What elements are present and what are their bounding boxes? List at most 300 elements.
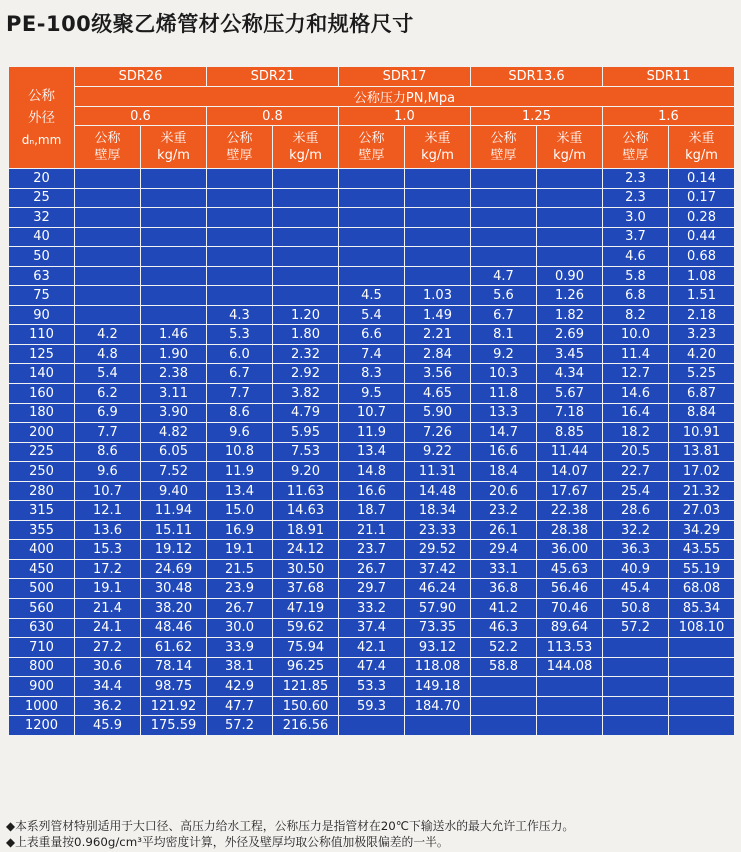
- weight-cell: 9.22: [405, 442, 471, 462]
- wall-thickness-cell: 19.1: [75, 579, 141, 599]
- weight-header-line2: kg/m: [289, 148, 322, 163]
- wall-thickness-cell: 26.7: [339, 559, 405, 579]
- weight-cell: 0.90: [537, 266, 603, 286]
- weight-cell: 56.46: [537, 579, 603, 599]
- wall-thickness-cell: 45.4: [603, 579, 669, 599]
- weight-cell: 3.45: [537, 344, 603, 364]
- wall-thickness-cell: 6.6: [339, 325, 405, 345]
- table-body: [9, 169, 735, 736]
- weight-cell: 24.12: [273, 540, 339, 560]
- weight-cell: 27.03: [669, 501, 735, 521]
- weight-cell: 37.68: [273, 579, 339, 599]
- wall-thickness-cell: 23.7: [339, 540, 405, 560]
- outer-diameter-cell: 1200: [9, 716, 75, 736]
- wall-thickness-cell: 8.6: [75, 442, 141, 462]
- wall-header-line1: 公称: [490, 131, 517, 146]
- weight-header-line1: 米重: [160, 131, 187, 146]
- weight-cell: 1.51: [669, 286, 735, 306]
- wall-thickness-cell: 22.7: [603, 462, 669, 482]
- wall-thickness-cell: [603, 696, 669, 716]
- weight-cell: [405, 208, 471, 228]
- table-row: [9, 579, 735, 599]
- outer-diameter-header-line2: 外径: [28, 109, 55, 126]
- wall-thickness-cell: [75, 208, 141, 228]
- weight-header-line1: 米重: [688, 131, 715, 146]
- wall-thickness-cell: [471, 716, 537, 736]
- wall-thickness-cell: 4.6: [603, 247, 669, 267]
- wall-thickness-cell: [207, 208, 273, 228]
- wall-thickness-cell: 16.6: [471, 442, 537, 462]
- table-row: [9, 364, 735, 384]
- weight-cell: 3.90: [141, 403, 207, 423]
- wall-header-line1: 公称: [94, 131, 121, 146]
- page-title: PE-100级聚乙烯管材公称压力和规格尺寸: [6, 12, 414, 36]
- wall-thickness-cell: 5.4: [75, 364, 141, 384]
- wall-thickness-cell: 4.3: [207, 305, 273, 325]
- weight-cell: [141, 247, 207, 267]
- weight-cell: 7.26: [405, 423, 471, 443]
- weight-cell: 18.91: [273, 520, 339, 540]
- wall-thickness-cell: 3.7: [603, 227, 669, 247]
- wall-thickness-cell: 38.1: [207, 657, 273, 677]
- wall-thickness-header: [471, 126, 537, 169]
- outer-diameter-cell: 40: [9, 227, 75, 247]
- footnote-2: ◆上表重量按0.960g/cm³平均密度计算，外径及壁厚均取公称值加极限偏差的一半。: [6, 835, 449, 849]
- table-row: [9, 247, 735, 267]
- weight-cell: 0.17: [669, 188, 735, 208]
- table-row: [9, 540, 735, 560]
- weight-cell: 47.19: [273, 599, 339, 619]
- wall-thickness-cell: [75, 169, 141, 189]
- weight-cell: 38.20: [141, 599, 207, 619]
- wall-thickness-cell: [603, 677, 669, 697]
- weight-cell: [141, 266, 207, 286]
- weight-cell: 2.21: [405, 325, 471, 345]
- wall-thickness-cell: 10.7: [339, 403, 405, 423]
- weight-cell: 5.90: [405, 403, 471, 423]
- sdr13-6-header: SDR13.6: [471, 67, 603, 87]
- weight-cell: 8.85: [537, 423, 603, 443]
- wall-thickness-cell: 7.7: [207, 384, 273, 404]
- outer-diameter-cell: 630: [9, 618, 75, 638]
- wall-thickness-cell: [471, 677, 537, 697]
- wall-thickness-cell: [471, 227, 537, 247]
- weight-cell: 36.00: [537, 540, 603, 560]
- wall-thickness-cell: 26.7: [207, 599, 273, 619]
- weight-cell: 57.90: [405, 599, 471, 619]
- weight-cell: 1.26: [537, 286, 603, 306]
- weight-cell: 3.82: [273, 384, 339, 404]
- wall-thickness-cell: 5.4: [339, 305, 405, 325]
- wall-thickness-cell: 13.6: [75, 520, 141, 540]
- weight-cell: 2.92: [273, 364, 339, 384]
- wall-thickness-cell: 33.1: [471, 559, 537, 579]
- wall-thickness-cell: [339, 266, 405, 286]
- wall-thickness-cell: 18.2: [603, 423, 669, 443]
- wall-header-line2: 壁厚: [622, 148, 649, 163]
- weight-cell: [141, 227, 207, 247]
- table-row: [9, 266, 735, 286]
- wall-thickness-cell: 26.1: [471, 520, 537, 540]
- weight-cell: 2.38: [141, 364, 207, 384]
- wall-thickness-cell: [471, 188, 537, 208]
- weight-cell: 96.25: [273, 657, 339, 677]
- wall-thickness-cell: 46.3: [471, 618, 537, 638]
- outer-diameter-cell: 225: [9, 442, 75, 462]
- outer-diameter-cell: 20: [9, 169, 75, 189]
- outer-diameter-cell: 160: [9, 384, 75, 404]
- weight-cell: [669, 657, 735, 677]
- weight-cell: 216.56: [273, 716, 339, 736]
- wall-header-line1: 公称: [622, 131, 649, 146]
- outer-diameter-cell: 315: [9, 501, 75, 521]
- weight-per-meter-header: [273, 126, 339, 169]
- weight-cell: 2.18: [669, 305, 735, 325]
- wall-thickness-cell: 8.6: [207, 403, 273, 423]
- weight-header-line2: kg/m: [685, 148, 718, 163]
- weight-cell: 1.82: [537, 305, 603, 325]
- wall-header-line1: 公称: [226, 131, 253, 146]
- weight-cell: 11.63: [273, 481, 339, 501]
- weight-cell: [537, 208, 603, 228]
- weight-cell: [537, 716, 603, 736]
- wall-thickness-cell: [339, 188, 405, 208]
- wall-thickness-cell: [207, 227, 273, 247]
- wall-thickness-cell: 21.1: [339, 520, 405, 540]
- wall-thickness-cell: 37.4: [339, 618, 405, 638]
- spec-table-container: [8, 66, 726, 806]
- weight-cell: 6.87: [669, 384, 735, 404]
- wall-thickness-cell: [75, 266, 141, 286]
- wall-thickness-cell: 16.6: [339, 481, 405, 501]
- wall-thickness-header: [75, 126, 141, 169]
- wall-thickness-cell: 21.5: [207, 559, 273, 579]
- outer-diameter-cell: 800: [9, 657, 75, 677]
- wall-thickness-cell: [207, 169, 273, 189]
- weight-cell: [273, 227, 339, 247]
- weight-cell: 78.14: [141, 657, 207, 677]
- weight-cell: 43.55: [669, 540, 735, 560]
- wall-thickness-cell: 29.4: [471, 540, 537, 560]
- wall-thickness-cell: 36.8: [471, 579, 537, 599]
- weight-cell: [273, 169, 339, 189]
- wall-thickness-cell: 33.2: [339, 599, 405, 619]
- wall-thickness-cell: 6.9: [75, 403, 141, 423]
- wall-thickness-cell: 25.4: [603, 481, 669, 501]
- weight-cell: [537, 188, 603, 208]
- wall-thickness-cell: 10.3: [471, 364, 537, 384]
- wall-thickness-cell: 47.4: [339, 657, 405, 677]
- table-row: [9, 423, 735, 443]
- weight-cell: 85.34: [669, 599, 735, 619]
- weight-cell: [141, 188, 207, 208]
- outer-diameter-cell: 75: [9, 286, 75, 306]
- table-row: [9, 462, 735, 482]
- wall-thickness-cell: 7.4: [339, 344, 405, 364]
- weight-cell: 121.92: [141, 696, 207, 716]
- wall-thickness-cell: 36.2: [75, 696, 141, 716]
- wall-thickness-cell: [603, 657, 669, 677]
- wall-thickness-cell: [339, 208, 405, 228]
- table-row: [9, 344, 735, 364]
- weight-cell: 5.25: [669, 364, 735, 384]
- footnote-1: ◆本系列管材特别适用于大口径、高压力给水工程，公称压力是指管材在20℃下输送水的最大允许工作压力。: [6, 819, 575, 833]
- weight-cell: 150.60: [273, 696, 339, 716]
- wall-thickness-cell: 30.6: [75, 657, 141, 677]
- wall-thickness-cell: 4.7: [471, 266, 537, 286]
- wall-thickness-cell: 13.4: [207, 481, 273, 501]
- wall-thickness-cell: [339, 169, 405, 189]
- outer-diameter-header-line1: 公称: [28, 87, 55, 104]
- wall-thickness-cell: 28.6: [603, 501, 669, 521]
- wall-thickness-cell: [339, 247, 405, 267]
- wall-thickness-cell: 47.7: [207, 696, 273, 716]
- table-row: [9, 716, 735, 736]
- sdr17-header: SDR17: [339, 67, 471, 87]
- weight-cell: 2.32: [273, 344, 339, 364]
- spec-table: [8, 66, 735, 736]
- weight-cell: [537, 227, 603, 247]
- weight-per-meter-header: [669, 126, 735, 169]
- weight-cell: [141, 169, 207, 189]
- wall-thickness-cell: 5.3: [207, 325, 273, 345]
- wall-thickness-header: [207, 126, 273, 169]
- weight-cell: 7.52: [141, 462, 207, 482]
- wall-thickness-cell: [339, 716, 405, 736]
- weight-header-line1: 米重: [556, 131, 583, 146]
- wall-thickness-cell: 45.9: [75, 716, 141, 736]
- outer-diameter-cell: 710: [9, 638, 75, 658]
- wall-thickness-cell: 18.7: [339, 501, 405, 521]
- outer-diameter-cell: 450: [9, 559, 75, 579]
- pressure-1-6: 1.6: [603, 107, 735, 126]
- weight-cell: 144.08: [537, 657, 603, 677]
- weight-cell: 6.05: [141, 442, 207, 462]
- wall-header-line2: 壁厚: [226, 148, 253, 163]
- wall-thickness-cell: 30.0: [207, 618, 273, 638]
- weight-cell: 21.32: [669, 481, 735, 501]
- weight-cell: 45.63: [537, 559, 603, 579]
- wall-thickness-cell: 15.0: [207, 501, 273, 521]
- wall-thickness-cell: 18.4: [471, 462, 537, 482]
- outer-diameter-cell: 32: [9, 208, 75, 228]
- outer-diameter-cell: 280: [9, 481, 75, 501]
- wall-thickness-cell: 59.3: [339, 696, 405, 716]
- outer-diameter-cell: 125: [9, 344, 75, 364]
- weight-cell: 7.18: [537, 403, 603, 423]
- wall-thickness-cell: 17.2: [75, 559, 141, 579]
- weight-cell: 121.85: [273, 677, 339, 697]
- weight-cell: [669, 696, 735, 716]
- weight-cell: 73.35: [405, 618, 471, 638]
- weight-cell: 5.95: [273, 423, 339, 443]
- outer-diameter-cell: 1000: [9, 696, 75, 716]
- weight-cell: 1.90: [141, 344, 207, 364]
- weight-cell: 13.81: [669, 442, 735, 462]
- outer-diameter-cell: 355: [9, 520, 75, 540]
- table-row: [9, 618, 735, 638]
- wall-thickness-cell: 24.1: [75, 618, 141, 638]
- wall-thickness-cell: [471, 247, 537, 267]
- pressure-0-6: 0.6: [75, 107, 207, 126]
- weight-cell: 22.38: [537, 501, 603, 521]
- wall-thickness-cell: 2.3: [603, 188, 669, 208]
- wall-thickness-cell: 23.9: [207, 579, 273, 599]
- wall-thickness-cell: 15.3: [75, 540, 141, 560]
- table-row: [9, 501, 735, 521]
- outer-diameter-cell: 200: [9, 423, 75, 443]
- wall-header-line2: 壁厚: [358, 148, 385, 163]
- outer-diameter-cell: 50: [9, 247, 75, 267]
- table-row: [9, 638, 735, 658]
- weight-cell: 0.28: [669, 208, 735, 228]
- wall-thickness-cell: 23.2: [471, 501, 537, 521]
- weight-cell: 55.19: [669, 559, 735, 579]
- weight-cell: 28.38: [537, 520, 603, 540]
- wall-thickness-cell: 13.4: [339, 442, 405, 462]
- wall-thickness-cell: [75, 305, 141, 325]
- subheader-row: [9, 126, 735, 169]
- weight-cell: 24.69: [141, 559, 207, 579]
- weight-cell: 37.42: [405, 559, 471, 579]
- weight-cell: 7.53: [273, 442, 339, 462]
- pressure-1-25: 1.25: [471, 107, 603, 126]
- weight-cell: [537, 169, 603, 189]
- weight-cell: [273, 188, 339, 208]
- weight-cell: 15.11: [141, 520, 207, 540]
- pressure-header: 公称压力PN,Mpa: [75, 87, 735, 107]
- weight-cell: [405, 188, 471, 208]
- weight-cell: [669, 677, 735, 697]
- outer-diameter-cell: 400: [9, 540, 75, 560]
- wall-header-line2: 壁厚: [490, 148, 517, 163]
- weight-cell: 93.12: [405, 638, 471, 658]
- weight-cell: 5.67: [537, 384, 603, 404]
- wall-thickness-cell: 29.7: [339, 579, 405, 599]
- wall-thickness-cell: 5.6: [471, 286, 537, 306]
- weight-cell: 1.49: [405, 305, 471, 325]
- table-row: [9, 599, 735, 619]
- weight-cell: 14.48: [405, 481, 471, 501]
- sdr11-header: SDR11: [603, 67, 735, 87]
- weight-cell: 0.44: [669, 227, 735, 247]
- wall-thickness-cell: [207, 286, 273, 306]
- wall-thickness-cell: 5.8: [603, 266, 669, 286]
- weight-cell: 0.14: [669, 169, 735, 189]
- wall-thickness-cell: 13.3: [471, 403, 537, 423]
- weight-cell: 11.94: [141, 501, 207, 521]
- table-row: [9, 169, 735, 189]
- weight-cell: 59.62: [273, 618, 339, 638]
- wall-thickness-cell: 11.9: [207, 462, 273, 482]
- weight-cell: 48.46: [141, 618, 207, 638]
- weight-cell: 18.34: [405, 501, 471, 521]
- weight-header-line2: kg/m: [553, 148, 586, 163]
- table-row: [9, 559, 735, 579]
- wall-thickness-cell: 20.5: [603, 442, 669, 462]
- wall-thickness-cell: [603, 638, 669, 658]
- wall-thickness-cell: 6.2: [75, 384, 141, 404]
- wall-thickness-cell: 2.3: [603, 169, 669, 189]
- weight-cell: [669, 638, 735, 658]
- weight-cell: 10.91: [669, 423, 735, 443]
- wall-thickness-cell: 10.0: [603, 325, 669, 345]
- weight-cell: [141, 208, 207, 228]
- wall-thickness-cell: 4.8: [75, 344, 141, 364]
- weight-cell: 2.84: [405, 344, 471, 364]
- weight-cell: 9.40: [141, 481, 207, 501]
- table-row: [9, 227, 735, 247]
- wall-thickness-cell: 12.1: [75, 501, 141, 521]
- outer-diameter-cell: 560: [9, 599, 75, 619]
- weight-cell: [141, 305, 207, 325]
- weight-cell: 68.08: [669, 579, 735, 599]
- weight-cell: 11.44: [537, 442, 603, 462]
- weight-cell: 4.20: [669, 344, 735, 364]
- weight-cell: 9.20: [273, 462, 339, 482]
- weight-cell: [273, 266, 339, 286]
- table-row: [9, 325, 735, 345]
- weight-cell: [405, 266, 471, 286]
- wall-thickness-cell: 32.2: [603, 520, 669, 540]
- weight-cell: 30.48: [141, 579, 207, 599]
- wall-thickness-cell: 12.7: [603, 364, 669, 384]
- weight-cell: 149.18: [405, 677, 471, 697]
- wall-thickness-cell: 6.8: [603, 286, 669, 306]
- outer-diameter-cell: 500: [9, 579, 75, 599]
- footnotes: [6, 818, 574, 850]
- outer-diameter-cell: 110: [9, 325, 75, 345]
- wall-thickness-cell: 57.2: [207, 716, 273, 736]
- wall-header-line2: 壁厚: [94, 148, 121, 163]
- weight-cell: 2.69: [537, 325, 603, 345]
- weight-cell: [405, 227, 471, 247]
- weight-cell: 29.52: [405, 540, 471, 560]
- outer-diameter-cell: 25: [9, 188, 75, 208]
- wall-thickness-cell: [207, 188, 273, 208]
- wall-thickness-cell: 9.5: [339, 384, 405, 404]
- wall-thickness-header: [603, 126, 669, 169]
- table-row: [9, 481, 735, 501]
- weight-header-line2: kg/m: [157, 148, 190, 163]
- weight-cell: 1.08: [669, 266, 735, 286]
- wall-thickness-cell: 58.8: [471, 657, 537, 677]
- weight-cell: [273, 247, 339, 267]
- wall-thickness-cell: 8.1: [471, 325, 537, 345]
- wall-thickness-cell: [471, 208, 537, 228]
- weight-cell: 89.64: [537, 618, 603, 638]
- wall-thickness-cell: 19.1: [207, 540, 273, 560]
- weight-cell: 61.62: [141, 638, 207, 658]
- wall-thickness-header: [339, 126, 405, 169]
- weight-cell: 113.53: [537, 638, 603, 658]
- wall-thickness-cell: 21.4: [75, 599, 141, 619]
- weight-header-line1: 米重: [292, 131, 319, 146]
- weight-cell: 3.11: [141, 384, 207, 404]
- weight-cell: [141, 286, 207, 306]
- wall-thickness-cell: 11.8: [471, 384, 537, 404]
- wall-thickness-cell: [603, 716, 669, 736]
- weight-cell: 184.70: [405, 696, 471, 716]
- outer-diameter-cell: 250: [9, 462, 75, 482]
- weight-cell: 3.56: [405, 364, 471, 384]
- wall-thickness-cell: 10.7: [75, 481, 141, 501]
- weight-cell: [669, 716, 735, 736]
- table-row: [9, 208, 735, 228]
- wall-thickness-cell: 9.6: [75, 462, 141, 482]
- outer-diameter-cell: 63: [9, 266, 75, 286]
- wall-thickness-cell: 6.0: [207, 344, 273, 364]
